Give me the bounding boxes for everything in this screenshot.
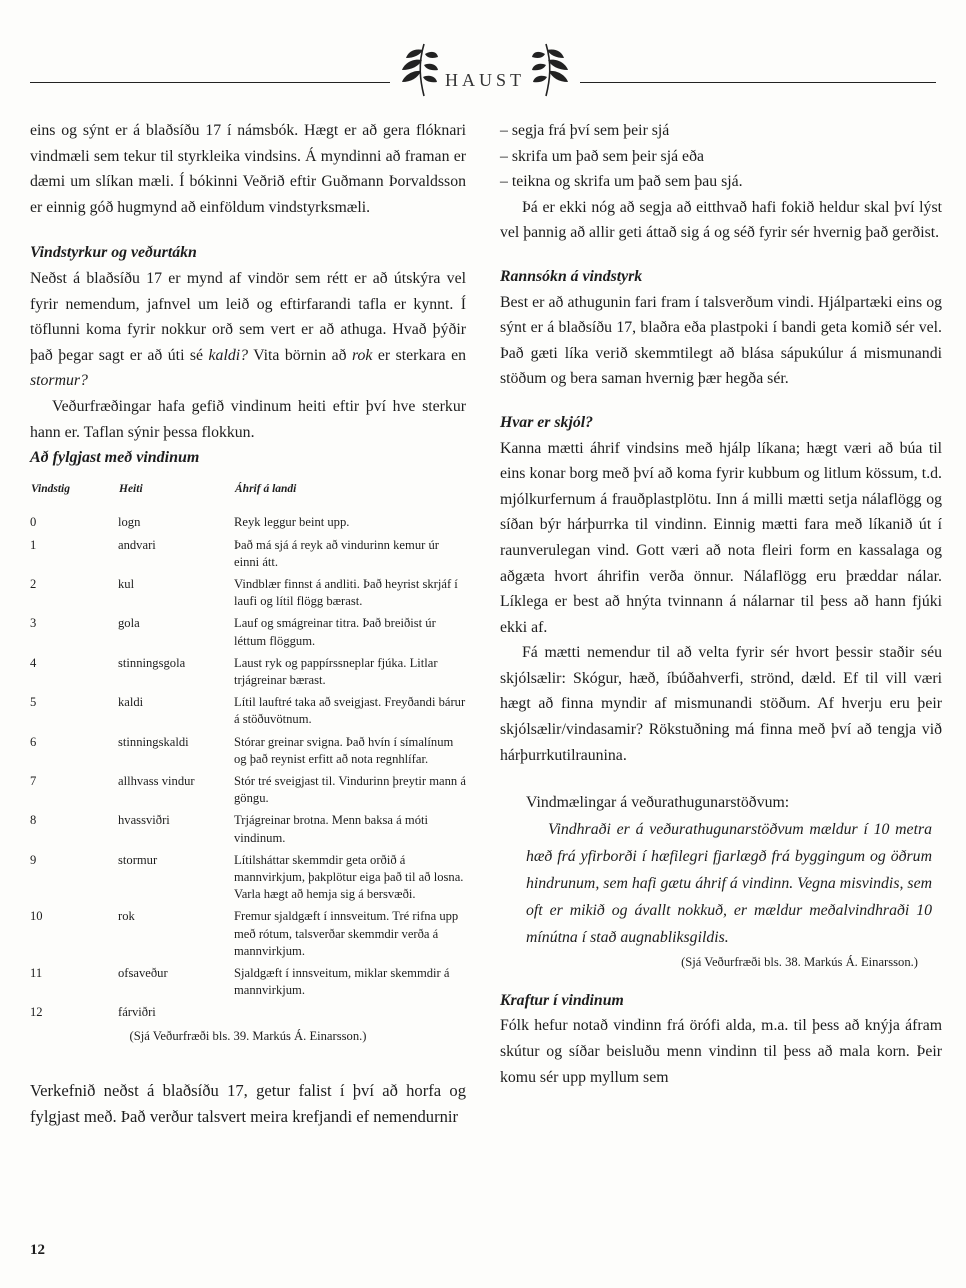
table-row: [30, 576, 466, 615]
section-paragraph: Fá mætti nemendur til að velta fyrir sér hvort þessir staðir séu skjólsælir: Skógur, hæð, íbúðahverfi, strönd, dæld. Ef til vill væri hægt að finna myndir af mismunandi stöðum. Af hverju eru þeir skjólsælir/vindasamir? Rökstuðning má finna með því að tengja við hárþurrkutilraunina.: [500, 644, 942, 764]
cell-effect: Lítil lauftré taka að sveigjast. Freyðandi bárur á stöðuvötnum.: [234, 695, 466, 727]
table-title: Að fylgjast með vindinum: [30, 449, 200, 467]
cell-effect: Lítilsháttar skemmdir geta orðið á mannvirkjum, þakplötur eiga það til að losna. Varla hægt að hemja sig á bersvæði.: [234, 852, 464, 902]
cell-level: 5: [30, 695, 37, 710]
cell-effect: Trjágreinar brotna. Menn baksa á móti vindinum.: [234, 813, 428, 845]
cell-name: logn: [118, 515, 141, 530]
cell-effect: Vindblær finnst á andliti. Það heyrist skrjáf í laufi og lítil flögg bærast.: [234, 576, 458, 609]
list-item: – teikna og skrifa um það sem þau sjá.: [500, 173, 743, 191]
table-row: [30, 734, 466, 773]
cell-effect: Það má sjá á reyk að vindurinn kemur úr einni átt.: [234, 537, 439, 569]
table-body: [30, 514, 466, 1026]
table-row: [30, 537, 466, 576]
leaf-icon: [528, 40, 574, 98]
table-row: [30, 514, 466, 536]
cell-level: 10: [30, 909, 43, 924]
info-box-source: (Sjá Veðurfræði bls. 38. Markús Á. Einarsson.): [681, 954, 918, 969]
table-row: [30, 773, 466, 812]
table-row: [30, 965, 466, 1004]
cell-level: 3: [30, 616, 37, 631]
cell-level: 0: [30, 515, 37, 530]
info-box: [526, 790, 932, 970]
section-paragraph: Neðst á blaðsíðu 17 er mynd af vindör sem rétt er að útskýra vel fyrir nemendum, jafnvel um leið og eftirfarandi tafla er kynnt. Í töflunni koma fyrir nokkur orð sem vert er að athuga. Hvað þýðir það þegar sagt er að úti sé kaldi? Vita börnin að rok er sterkara en stormur?: [30, 269, 466, 390]
cell-name: hvassviðri: [118, 813, 170, 828]
table-row: [30, 852, 466, 909]
cell-effect: Sjaldgæft í innsveitum, miklar skemmdir á mannvirkjum.: [234, 966, 450, 998]
cell-name: rok: [118, 909, 135, 924]
cell-name: fárviðri: [118, 1005, 156, 1020]
cell-name: andvari: [118, 537, 156, 552]
column-header-level: Vindstig: [31, 483, 70, 496]
cell-level: 11: [30, 966, 43, 980]
intro-paragraph: eins og sýnt er á blaðsíðu 17 í námsbók. Hægt er að gera flóknari vindmæli sem tekur til styrkleika vindsins. Á myndinni að framan er dæmi um slíkan mæli. Í bókinni Veðrið eftir Guðmann Þorvaldsson er einnig góð hugmynd að einföldum vindstyrksmæli.: [30, 122, 466, 216]
cell-name: stinningsgola: [118, 655, 186, 670]
cell-effect: Lauf og smágreinar titra. Það breiðist úr léttum flöggum.: [234, 616, 436, 648]
table-row: [30, 615, 466, 654]
cell-level: 7: [30, 773, 37, 788]
cell-level: 4: [30, 655, 37, 670]
cell-name: ofsaveður: [118, 966, 168, 980]
leaf-icon: [394, 40, 440, 98]
cell-effect: Stórar greinar svigna. Það hvín í símalínum og það reynist erfitt að nota regnhlífar.: [234, 734, 454, 766]
cell-name: kul: [118, 576, 135, 591]
cell-effect: Reyk leggur beint upp.: [234, 515, 350, 530]
section-heading-skjol: Hvar er skjól?: [500, 413, 594, 431]
task-paragraph: Verkefnið neðst á blaðsíðu 17, getur falist í því að horfa og fylgjast með. Það verður talsvert meira krefjandi ef nemendurnir: [30, 1080, 466, 1126]
table-row: [30, 1004, 466, 1026]
table-header-row: [30, 480, 466, 514]
cell-level: 2: [30, 576, 37, 591]
wind-scale-table: [30, 480, 466, 1026]
table-row: [30, 694, 466, 733]
section-heading-kraftur: Kraftur í vindinum: [500, 991, 624, 1009]
section-paragraph: Fólk hefur notað vindinn frá örófi alda, m.a. til þess að knýja áfram skútur og síðar beisluðu menn vindinn til þess að mala korn. Þeir komu sér upp myllum sem: [500, 1017, 942, 1086]
cell-name: stinningskaldi: [118, 734, 189, 749]
cell-effect: Fremur sjaldgæft í innsveitum. Tré rifna upp með rótum, talsverðar skemmdir verða á mannvirkjum.: [234, 909, 459, 958]
list-item: – segja frá því sem þeir sjá: [500, 122, 670, 139]
cell-effect: Stór tré sveigjast til. Vindurinn þreytir mann á göngu.: [234, 773, 466, 806]
table-row: [30, 908, 466, 965]
cell-effect: [234, 1004, 466, 1026]
column-header-name: Heiti: [119, 483, 143, 496]
header-rule-left: [30, 82, 390, 83]
section-heading-rannsokn: Rannsókn á vindstyrk: [500, 267, 643, 285]
cell-level: 9: [30, 852, 37, 867]
table-source: (Sjá Veðurfræði bls. 39. Markús Á. Einarsson.): [129, 1028, 367, 1043]
cell-level: 6: [30, 734, 37, 749]
cell-name: kaldi: [118, 695, 144, 710]
section-paragraph: Kanna mætti áhrif vindsins með hjálp líkana; hægt væri að búa til eins konar borg með því að koma fyrir kubbum og litlum kössum, t.d. mjólkurfernum á frauðplastplötu. Inn á milli mætti setja nálaflögg og síðan býr hárþurrka til vindinn. Einnig mætti fara með líkanið út í raunverulegan vind. Gott væri að nota fleiri form en kassalaga og aðgæta hvort áhrifin verða önnur. Nálaflögg eru þræddar nálar. Líklega er best að hnýta tvinnann á nálarnar til þess að hann fjúki ekki af.: [500, 439, 942, 636]
section-paragraph: Þá er ekki nóg að segja að eitthvað hafi fokið heldur skal því lýst vel þannig að allir geti áttað sig á og séð fyrir sér hvernig það gerðist.: [500, 198, 942, 242]
cell-level: 12: [30, 1005, 43, 1020]
list-item: – skrifa um það sem þeir sjá eða: [500, 147, 704, 165]
table-row: [30, 812, 466, 851]
cell-name: allhvass vindur: [118, 773, 195, 788]
cell-name: stormur: [118, 852, 158, 867]
cell-level: 8: [30, 813, 37, 828]
cell-level: 1: [30, 537, 37, 552]
section-paragraph: Veðurfræðingar hafa gefið vindinum heiti eftir því hve sterkur hann er. Taflan sýnir þessa flokkun.: [30, 397, 466, 441]
info-box-quote: Vindhraði er á veðurathugunarstöðvum mældur í 10 metra hæð frá yfirborði í hæfilegri fjarlægð frá byggingum og öðrum hindrunum, sem hafi gætu áhrif á vindinn. Vegna misvindis, sem oft er mikið og ávallt nokkuð, er mældur meðalvindhraði 10 mínútna í stað augnabliksgildis.: [526, 820, 932, 946]
column-header-effect: Áhrif á landi: [235, 483, 297, 496]
page-number: 12: [30, 1242, 45, 1258]
section-paragraph: Best er að athugunin fari fram í talsverðum vindi. Hjálpartæki eins og sýnt er á blaðsíðu 17, blaðra eða plastpoki í bandi geta komið sér vel. Það gæti líka verið skemmtilegt að blása sápukúlur á mismunandi stöðum og bera saman hvernig þær hegða sér.: [500, 293, 942, 388]
cell-effect: Laust ryk og pappírssneplar fjúka. Litlar trjágreinar bærast.: [234, 655, 438, 687]
right-column: [500, 118, 942, 1090]
left-column: [30, 118, 466, 1130]
info-box-lead: Vindmælingar á veðurathugunarstöðvum:: [526, 794, 790, 812]
header-rule-right: [580, 82, 936, 83]
section-heading-vindstyrkur: Vindstyrkur og veðurtákn: [30, 244, 197, 262]
page-header-title: HAUST: [444, 70, 525, 90]
table-row: [30, 655, 466, 694]
cell-name: gola: [118, 616, 140, 631]
